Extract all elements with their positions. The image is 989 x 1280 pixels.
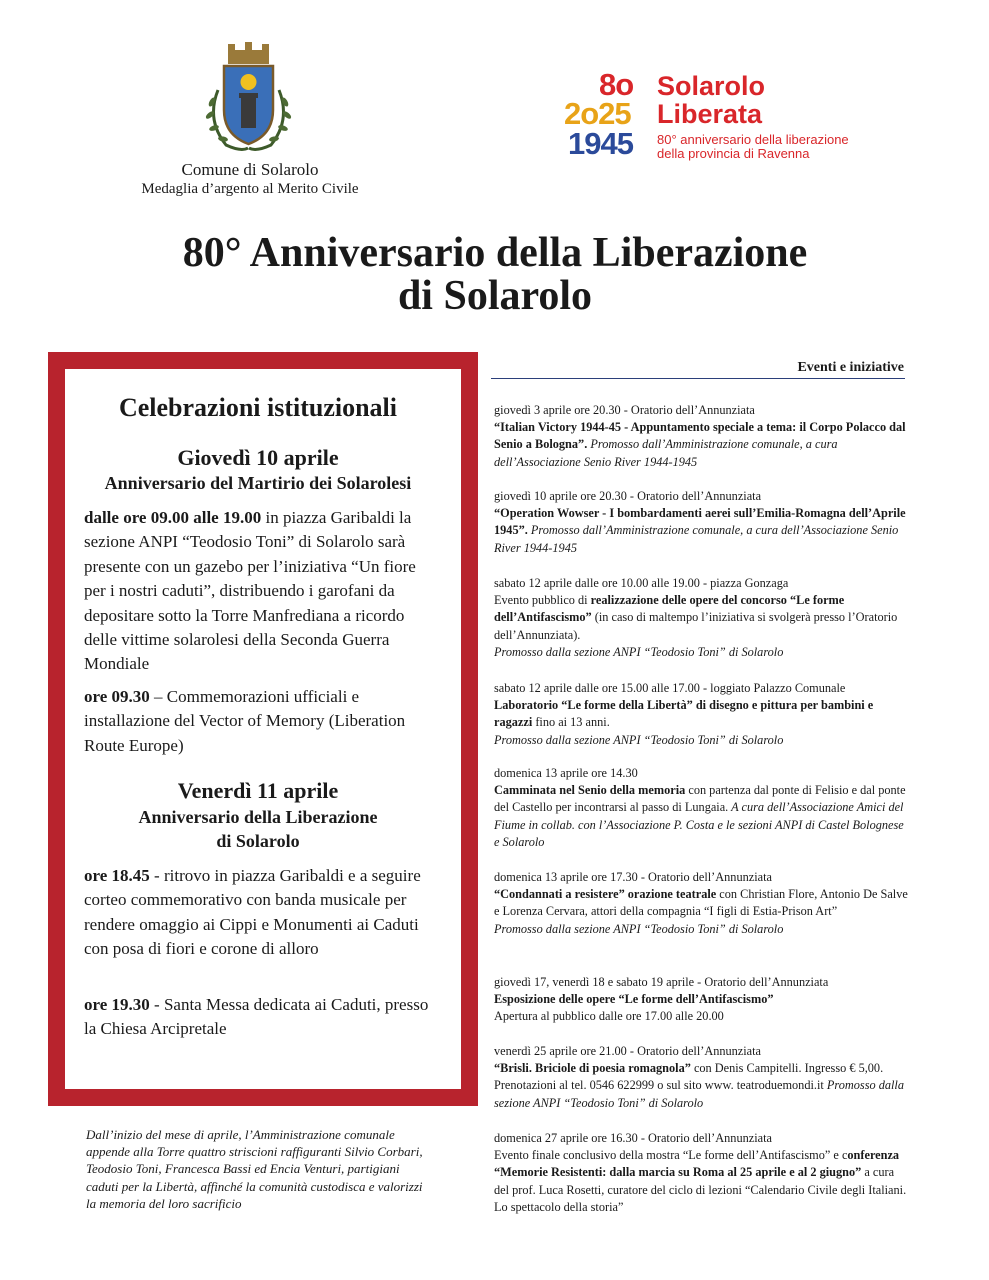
- event-when: domenica 27 aprile ore 16.30 - Oratorio dell’Annunziata: [494, 1131, 772, 1145]
- event-promo: Promosso dall’Amministrazione comunale, a cura dell’Associazione Senio River 1944-1945: [494, 437, 838, 469]
- day2-subtitle-line1: Anniversario della Liberazione: [138, 807, 378, 827]
- event-text: con Christian Flore, Antonio De Salve e Lorenza Cervara, attori della compagnia “I figli di Estia-Prison Art”: [494, 887, 908, 919]
- logo-year-2025: 2o25: [564, 96, 631, 131]
- event-pre: Evento pubblico di: [494, 593, 591, 608]
- event-title: realizzazione delle opere del concorso “Le forme dell’Antifascismo”: [494, 593, 845, 625]
- event-text: con partenza dal ponte di Felisio e dal ponte del Castello per incontrarsi al passo di Lungaia.: [494, 783, 906, 815]
- comune-name: Comune di Solarolo: [181, 160, 319, 179]
- day1-paragraph1: [84, 506, 432, 677]
- event-promo: Promosso dall’Amministrazione comunale, a cura dell’Associazione Senio River 1944-1945: [494, 523, 899, 555]
- logo-year-1945: 1945: [568, 126, 633, 161]
- event-text: a cura del prof. Luca Rosetti, curatore del ciclo di lezioni “Calendario Civile degli Italiani. Lo spettacolo della storia”: [494, 1165, 907, 1214]
- event-item: [494, 488, 910, 557]
- footnote: Dall’inizio del mese di aprile, l’Amministrazione comunale appende alla Torre quattro striscioni raffiguranti Silvio Corbari, Teodosio Toni, Francesca Bassi ed Encia Venturi, partigiani caduti per la Libertà, affinché la comunità custodisca e valorizzi la memoria del loro sacrificio: [86, 1127, 423, 1211]
- events-header: Eventi e iniziative: [797, 360, 904, 375]
- event-text: (in caso di maltempo l’iniziativa si svolgerà presso l’Oratorio dell’Annunziata).: [494, 610, 898, 642]
- page-title-line2: di Solarolo: [397, 273, 593, 319]
- day2-p2-time: ore 19.30: [84, 995, 150, 1014]
- event-title: “Italian Victory 1944-45 - Appuntamento speciale a tema: il Corpo Polacco dal Senio a Bologna”.: [494, 420, 906, 452]
- event-title: Camminata nel Senio della memoria: [494, 783, 686, 798]
- event-title: Laboratorio “Le forme della Libertà” di disegno e pittura per bambini e ragazzi: [494, 698, 874, 730]
- event-when: sabato 12 aprile dalle ore 10.00 alle 19.00 - piazza Gonzaga: [494, 576, 789, 590]
- event-when: giovedì 17, venerdì 18 e sabato 19 aprile - Oratorio dell’Annunziata: [494, 975, 829, 989]
- event-item: [494, 1043, 910, 1112]
- event-title: “Brisli. Briciole di poesia romagnola”: [494, 1061, 691, 1076]
- event-title: Esposizione delle opere “Le forme dell’Antifascismo”: [494, 992, 774, 1007]
- logo-year-80: 8o: [599, 67, 634, 102]
- event-when: venerdì 25 aprile ore 21.00 - Oratorio dell’Annunziata: [494, 1044, 762, 1058]
- day2-p1-time: ore 18.45: [84, 866, 150, 885]
- event-pre: Evento finale conclusivo della mostra “Le forme dell’Antifascismo” e c: [494, 1148, 848, 1163]
- day2-date: Venerdì 11 aprile: [177, 778, 339, 803]
- event-promo: Promosso dalla sezione ANPI “Teodosio Toni” di Solarolo: [494, 732, 784, 747]
- day2-subtitle: [84, 805, 432, 853]
- event-text: con Denis Campitelli. Ingresso € 5,00. Prenotazioni al tel. 0546 622999 o sul sito www. teatroduemondi.it: [494, 1061, 884, 1093]
- event-text: Apertura al pubblico dalle ore 17.00 alle 20.00: [494, 1009, 724, 1024]
- event-title: onferenza “Memorie Resistenti: dalla marcia su Roma al 25 aprile e al 2 giugno”: [494, 1148, 900, 1180]
- page-title: [40, 232, 950, 318]
- day1-p1-time: dalle ore 09.00 alle 19.00: [84, 508, 262, 527]
- comune-crest: [196, 40, 301, 160]
- day1-p2-time: ore 09.30: [84, 687, 150, 706]
- celebrazioni-title: Celebrazioni istituzionali: [118, 393, 398, 422]
- day2-paragraph2: [84, 993, 432, 1042]
- day1-p2-text: – Commemorazioni ufficiali e installazione del Vector of Memory (Liberation Route Europe): [84, 687, 406, 755]
- day2-p1-text: - ritrovo in piazza Garibaldi e a seguire corteo commemorativo con banda musicale per rendere omaggio ai Cippi e Monumenti ai Caduti con posa di fiori e corone di alloro: [84, 866, 421, 959]
- events-divider: [491, 378, 905, 379]
- event-when: sabato 12 aprile dalle ore 15.00 alle 17.00 - loggiato Palazzo Comunale: [494, 681, 846, 695]
- logo-line2: Liberata: [657, 99, 763, 129]
- comune-medal: Medaglia d’argento al Merito Civile: [141, 181, 359, 197]
- event-when: domenica 13 aprile ore 14.30: [494, 766, 638, 780]
- day1-paragraph2: [84, 685, 432, 758]
- event-item: [494, 974, 910, 1026]
- day1-date: Giovedì 10 aprile: [177, 445, 339, 470]
- event-title: “Operation Wowser - I bombardamenti aerei sull’Emilia-Romagna dell’Aprile 1945”.: [494, 506, 906, 538]
- event-text: fino ai 13 anni.: [532, 715, 610, 730]
- logo-line1: Solarolo: [657, 71, 766, 101]
- event-when: giovedì 10 aprile ore 20.30 - Oratorio dell’Annunziata: [494, 489, 762, 503]
- event-promo: A cura dell’Associazione Amici del Fiume in collab. con l’Associazione P. Costa e le sezioni ANPI di Castel Bolognese e Solarolo: [494, 800, 904, 849]
- day2-p2-text: - Santa Messa dedicata ai Caduti, presso la Chiesa Arcipretale: [84, 995, 429, 1039]
- event-promo: Promosso dalla sezione ANPI “Teodosio Toni” di Solarolo: [494, 1078, 904, 1110]
- event-promo: Promosso dalla sezione ANPI “Teodosio Toni” di Solarolo: [494, 921, 784, 936]
- event-item: [494, 680, 910, 749]
- day1-p1-text: in piazza Garibaldi la sezione ANPI “Teodosio Toni” di Solarolo sarà presente con un gazebo per l’iniziativa “Un fiore per i nostri caduti”, distribuendo i garofani da depositare sotto la Torre Manfrediana a ricordo delle vittime solarolesi della Seconda Guerra Mondiale: [84, 508, 416, 674]
- event-when: domenica 13 aprile ore 17.30 - Oratorio dell’Annunziata: [494, 870, 772, 884]
- event-item: [494, 765, 910, 851]
- day1-subtitle: Anniversario del Martirio dei Solarolesi: [104, 473, 412, 493]
- event-item: [494, 1130, 910, 1216]
- page-title-line1: 80° Anniversario della Liberazione: [182, 230, 808, 276]
- solarolo-liberata-logo: [564, 67, 884, 166]
- day2-subtitle-line2: di Solarolo: [216, 831, 300, 851]
- event-when: giovedì 3 aprile ore 20.30 - Oratorio dell’Annunziata: [494, 403, 755, 417]
- event-item: [494, 402, 910, 471]
- event-item: [494, 869, 910, 938]
- day2-paragraph1: [84, 864, 432, 962]
- event-title: “Condannati a resistere” orazione teatrale: [494, 887, 717, 902]
- logo-line4: della provincia di Ravenna: [657, 146, 810, 161]
- event-promo: Promosso dalla sezione ANPI “Teodosio Toni” di Solarolo: [494, 644, 784, 659]
- event-item: [494, 575, 910, 661]
- logo-line3: 80° anniversario della liberazione: [657, 132, 849, 147]
